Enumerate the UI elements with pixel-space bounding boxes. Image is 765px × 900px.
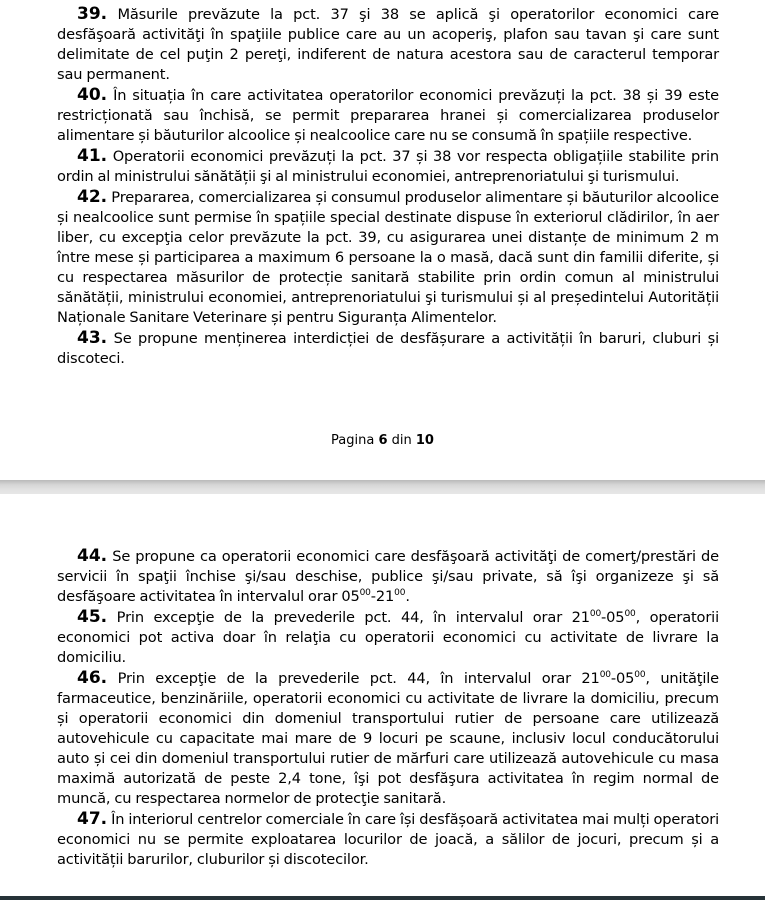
paragraph-40 bbox=[57, 85, 719, 146]
time-dash: - bbox=[601, 609, 607, 626]
page-separator bbox=[0, 480, 765, 494]
paragraph-number: 41. bbox=[77, 146, 108, 166]
paragraph-46 bbox=[57, 668, 719, 809]
paragraph-text-end: , unităţile farmaceutice, benzinăriile, operatorii economici cu activitate de livrare la domiciliu, precum și operatorii economici din domeniul transportului rutier de persoane care utilizează autovehicule cu capacitate mai mare de 9 locuri pe scaune, inclusiv locul conducătorului auto și cei din domeniul transportului rutier de mărfuri care utilizează autovehicule cu masa maximă autorizată de peste 2,4 tone, îşi pot desfăşura activitatea în regim normal de muncă, cu respectarea normelor de protecţie sanitară. bbox=[57, 670, 720, 807]
paragraph-45 bbox=[57, 607, 719, 668]
footer-current-page: 6 bbox=[378, 433, 388, 448]
time-end: 05 bbox=[606, 609, 625, 626]
paragraph-42 bbox=[57, 187, 719, 328]
time-dash: - bbox=[370, 588, 376, 605]
time-start-minutes: 00 bbox=[359, 588, 371, 598]
footer-total-pages: 10 bbox=[415, 433, 434, 448]
time-dash: - bbox=[610, 670, 616, 687]
paragraph-text: Prin excepţie de la prevederile pct. 44, în intervalul orar bbox=[116, 609, 572, 626]
time-end: 21 bbox=[375, 588, 395, 605]
paragraph-number: 45. bbox=[77, 607, 108, 627]
paragraph-44 bbox=[57, 546, 719, 607]
paragraph-number: 47. bbox=[77, 809, 108, 829]
paragraph-text: În interiorul centrelor comerciale în care își desfășoară activitatea mai mulți operatori economici nu se permite exploatarea locurilor de joacă, a sălilor de jocuri, precum și a activității barurilor, cluburilor și discotecilor. bbox=[57, 811, 719, 868]
paragraph-43 bbox=[57, 328, 719, 369]
paragraph-text: În situația în care activitatea operatorilor economici prevăzuți la pct. 38 și 39 este restricționată sau închisă, se permit prepararea hranei și comercializarea produselor alimentare și băuturilor alcoolice și nealcoolice care nu se consumă în spațiile respective. bbox=[57, 87, 719, 144]
paragraph-47 bbox=[57, 809, 719, 870]
footer-middle: din bbox=[391, 433, 412, 448]
paragraph-number: 43. bbox=[77, 328, 108, 348]
paragraph-text: Se propune menținerea interdicției de desfășurare a activității în baruri, cluburi și discoteci. bbox=[57, 330, 719, 367]
paragraph-number: 46. bbox=[77, 668, 108, 688]
paragraph-number: 42. bbox=[77, 187, 108, 207]
viewer-bottom-bar bbox=[0, 896, 765, 900]
paragraph-text: Prepararea, comercializarea și consumul produselor alimentare și băuturilor alcoolice și nealcoolice sunt permise în spațiile special destinate dispuse în exteriorul clădirilor, în aer liber, cu excepţia celor prevăzute la pct. 39, cu asigurarea unei distanțe de minimum 2 m între mese și participarea a maximum 6 persoane la o masă, dacă sunt din familii diferite, și cu respectarea măsurilor de protecție sanitară stabilite prin ordin comun al ministrului sănătății, ministrului economiei, antreprenoriatului şi turismului și al președintelui Autorității Naționale Sanitare Veterinare și pentru Siguranța Alimentelor. bbox=[57, 189, 719, 326]
time-end-minutes: 00 bbox=[634, 670, 646, 680]
paragraph-text: Măsurile prevăzute la pct. 37 şi 38 se aplică şi operatorilor economici care desfăşoară activităţi în spaţiile publice care au un acoperiş, plafon sau tavan şi care sunt delimitate de cel puţin 2 pereţi, indiferent de natura acestora sau de caracterul temporar sau permanent. bbox=[57, 6, 719, 83]
paragraph-text-end: . bbox=[405, 588, 410, 605]
paragraph-text: Prin excepţie de la prevederile pct. 44, în intervalul orar bbox=[117, 670, 582, 687]
paragraph-number: 39. bbox=[77, 4, 108, 24]
document-page-7 bbox=[0, 494, 765, 896]
time-end-minutes: 00 bbox=[394, 588, 406, 598]
paragraph-number: 44. bbox=[77, 546, 108, 566]
page-footer bbox=[0, 432, 765, 450]
time-end: 05 bbox=[615, 670, 635, 687]
paragraph-41 bbox=[57, 146, 719, 187]
paragraph-text-end: , operatorii economici pot activa doar în relaţia cu operatorii economici cu activitate de livrare la domiciliu. bbox=[57, 609, 719, 666]
footer-prefix: Pagina bbox=[331, 433, 375, 448]
paragraph-text: Se propune ca operatorii economici care desfăşoară activităţi de comerţ/prestări de servicii în spaţii închise şi/sau deschise, publice şi/sau private, să îşi organizeze şi să desfăşoare activitatea în intervalul orar bbox=[57, 548, 719, 605]
time-start: 21 bbox=[571, 609, 590, 626]
paragraph-number: 40. bbox=[77, 85, 108, 105]
time-start-minutes: 00 bbox=[589, 609, 602, 619]
time-start: 21 bbox=[581, 670, 600, 687]
time-start-minutes: 00 bbox=[599, 670, 611, 680]
page-content bbox=[57, 546, 719, 870]
paragraph-text: Operatorii economici prevăzuți la pct. 37 și 38 vor respecta obligațiile stabilite prin ordin al ministrului sănătății şi al ministrului economiei, antreprenoriatului şi turismului. bbox=[57, 148, 719, 185]
time-start: 05 bbox=[341, 588, 360, 605]
paragraph-39 bbox=[57, 4, 719, 85]
page-content bbox=[57, 4, 719, 369]
time-end-minutes: 00 bbox=[624, 609, 636, 619]
